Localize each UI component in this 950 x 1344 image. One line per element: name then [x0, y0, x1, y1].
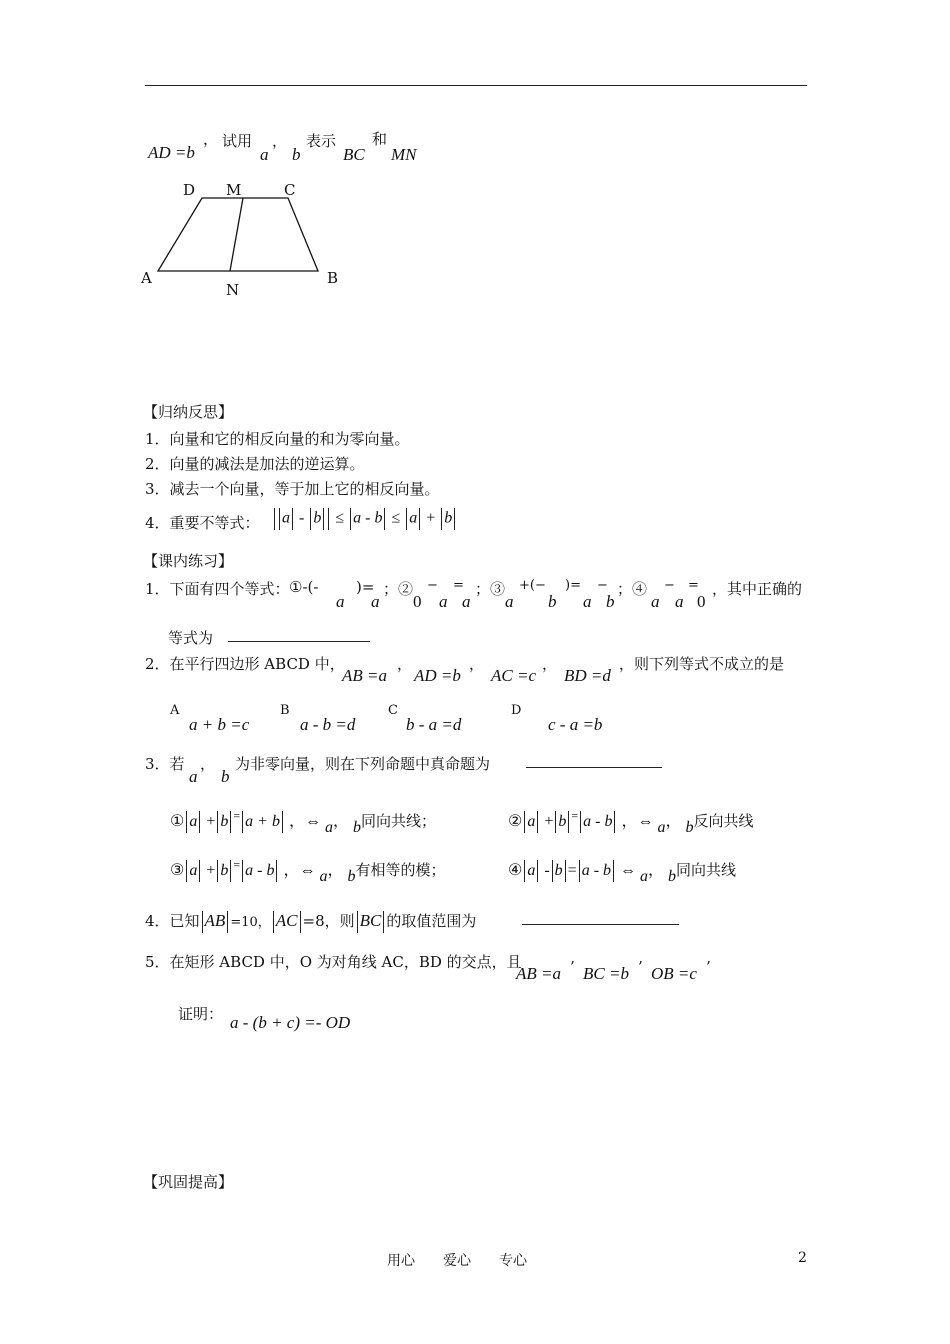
math-ad-eq-b: AD =b [148, 143, 195, 162]
q3-proposition-4: ④ a - b = a - b ⇔ a， b同向共线 [508, 861, 737, 885]
q3-proposition-1: ① a + b = a + b ，⇔ a， b同向共线； [170, 808, 436, 836]
q2-option-a-label[interactable]: A [170, 703, 180, 718]
q1-eq3-plus: +(− [519, 578, 546, 593]
q3-proposition-2: ② a + b = a - b ，⇔ a， b反向共线 [508, 808, 754, 836]
q4-line: 4．已知 AB =10， AC =8，则 BC 的取值范围为 [145, 910, 476, 933]
q1-eq4-a1: a [651, 592, 660, 611]
q1-eq2-zero: 0 [413, 592, 422, 611]
q5-comma1: ’ [570, 958, 575, 976]
q5-eq2: BC =b [583, 964, 629, 983]
q1-eq2-eq: = [453, 578, 464, 593]
q1-eq4-eq: = [688, 578, 699, 593]
q1-eq3-b2: b [606, 592, 615, 611]
vector-b: b [292, 145, 301, 164]
q1-sep1: ；② [383, 580, 414, 598]
q3-answer-blank[interactable] [526, 753, 662, 768]
q1-eq3-a2: a [583, 592, 592, 611]
q2-eq4: BD =d [564, 666, 611, 685]
q1-sep2: ；③ [475, 580, 506, 598]
q1-eq4-a2: a [675, 592, 684, 611]
q2-option-c-label[interactable]: C [388, 703, 398, 718]
heading-exercise: 【课内练习】 [143, 552, 234, 570]
q5-prefix: 5．在矩形 ABCD 中，O 为对角线 AC，BD 的交点，且 [145, 953, 522, 971]
q5-eq1: AB =a [516, 964, 561, 983]
q1-eq2-minus: − [427, 578, 438, 593]
q2-option-d-label[interactable]: D [511, 703, 522, 718]
q1-eq4-zero: 0 [697, 592, 706, 611]
label-m: M [226, 181, 242, 199]
page-number: 2 [798, 1250, 807, 1266]
text-represent: 表示 [306, 132, 337, 150]
q2-option-c[interactable]: b - a =d [406, 715, 462, 734]
q1-suffix: ，其中正确的 [712, 580, 803, 598]
q3-proposition-3: ③ a + b = a - b ，⇔ a， b有相等的模； [170, 857, 446, 885]
trapezoid-outline [158, 198, 318, 271]
q3-prefix: 3．若 [145, 755, 185, 773]
vector-bc: BC [343, 145, 365, 164]
q5-comma3: ’ [706, 958, 711, 976]
vector-mn: MN [391, 145, 417, 164]
q1-sep3: ；④ [617, 580, 648, 598]
q2-option-b-label[interactable]: B [280, 703, 290, 718]
footer-motto: 用心 爱心 专心 [387, 1253, 527, 1269]
q3-suffix: 为非零向量，则在下列命题中真命题为 [235, 755, 491, 773]
q5-prove-label: 证明： [178, 1005, 224, 1023]
q1-eq2-a1: a [439, 592, 448, 611]
header-rule [145, 85, 807, 86]
label-b: B [327, 269, 339, 287]
label-c: C [284, 181, 296, 199]
q1-prefix: 1．下面有四个等式： [145, 580, 290, 598]
vector-a: a [260, 145, 269, 164]
reflection-item-2: 2．向量的减法是加法的逆运算。 [145, 455, 365, 473]
segment-mn [230, 198, 243, 271]
q2-eq1: AB =a [342, 666, 387, 685]
q1-eq3-minus: − [597, 578, 608, 593]
q1-eq2-a2: a [462, 592, 471, 611]
label-d: D [183, 181, 196, 199]
q5-expression: a - (b + c) =- OD [230, 1013, 351, 1032]
q2-eq3: AC =c [491, 666, 536, 685]
text-try-use: 试用 [222, 132, 253, 150]
q1-eq3-b: b [548, 592, 557, 611]
q5-comma2: ’ [638, 958, 643, 976]
q2-option-d[interactable]: c - a =b [548, 715, 603, 734]
reflection-item-1: 1．向量和它的相反向量的和为零向量。 [145, 430, 410, 448]
q3-b: b [221, 767, 230, 786]
heading-reflection: 【归纳反思】 [143, 403, 234, 421]
q4-answer-blank[interactable] [522, 910, 679, 925]
q1-eq4-minus: − [664, 578, 675, 593]
label-a: A [141, 269, 152, 287]
q1-eq3-a: a [505, 592, 514, 611]
q1-eq1-a2: a [371, 592, 380, 611]
q3-comma: ， [200, 755, 216, 773]
q2-option-b[interactable]: a - b =d [300, 715, 356, 734]
q2-suffix: ，则下列等式不成立的是 [619, 655, 785, 673]
heading-consolidate: 【巩固提高】 [143, 1173, 234, 1191]
label-n: N [226, 281, 240, 299]
q1-eq1-a1: a [336, 592, 345, 611]
q2-comma1: ， [397, 655, 413, 673]
reflection-item-4-prefix: 4．重要不等式： [145, 514, 260, 532]
q2-comma2: ， [469, 655, 485, 673]
q5-eq3: OB =c [651, 964, 697, 983]
q1-eq1-eq: )= [356, 578, 375, 596]
q2-eq2: AD =b [414, 666, 461, 685]
q3-a: a [189, 767, 198, 786]
comma: ， [272, 132, 288, 150]
trapezoid-figure [140, 178, 350, 303]
q2-option-a[interactable]: a + b =c [189, 715, 250, 734]
q1-line2: 等式为 [168, 629, 214, 647]
comma: ， [203, 130, 219, 148]
q2-comma3: ， [542, 655, 558, 673]
q1-eq1-part: ①-(- [289, 578, 319, 596]
q1-answer-blank[interactable] [228, 627, 370, 642]
reflection-item-3: 3．减去一个向量，等于加上它的相反向量。 [145, 480, 440, 498]
q1-eq3-eq: )= [565, 578, 581, 593]
q2-prefix: 2．在平行四边形 ABCD 中， [145, 655, 345, 673]
text-and: 和 [372, 130, 388, 148]
important-inequality: a - b ≤ a - b ≤ a + b [272, 508, 457, 530]
